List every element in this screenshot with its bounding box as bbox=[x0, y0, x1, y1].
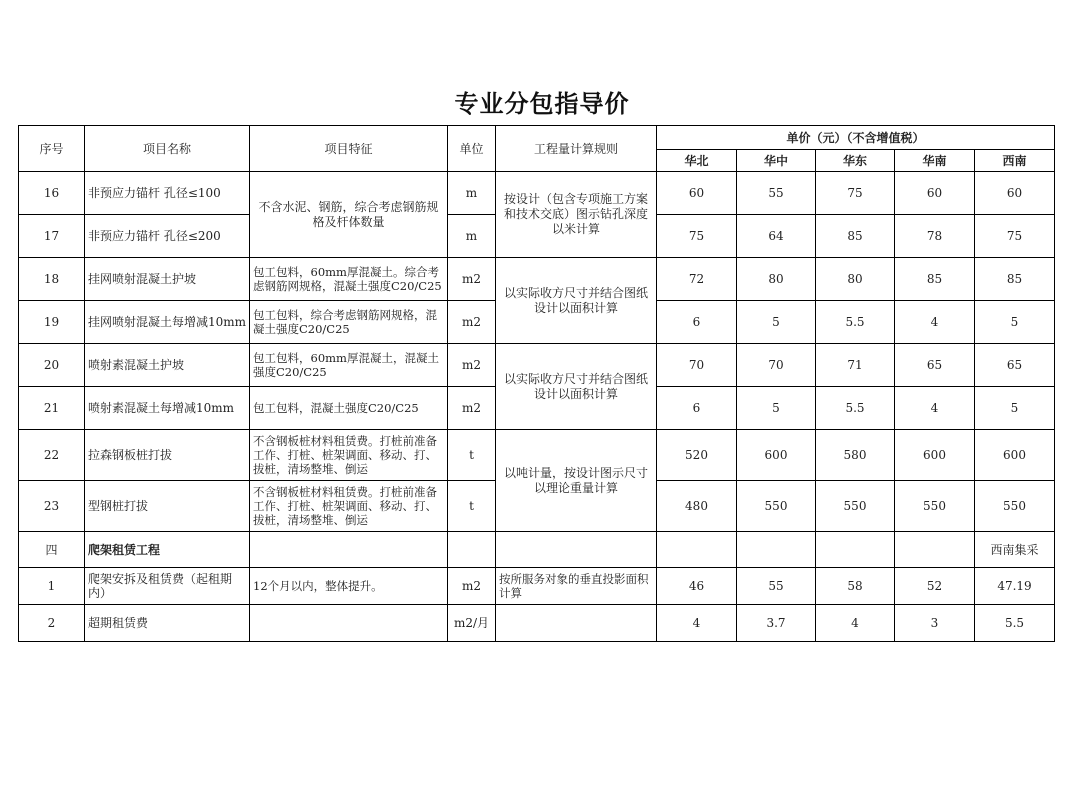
empty-cell bbox=[448, 532, 496, 568]
name-cell: 爬架安拆及租赁费（起租期内） bbox=[85, 568, 250, 605]
price-cell: 5 bbox=[737, 301, 816, 344]
price-cell: 65 bbox=[975, 344, 1055, 387]
header-region: 华北 bbox=[657, 150, 737, 172]
header-row-1 bbox=[19, 126, 1055, 150]
name-cell: 喷射素混凝土每增减10mm bbox=[85, 387, 250, 430]
price-cell: 85 bbox=[895, 258, 975, 301]
unit-cell: t bbox=[448, 481, 496, 532]
price-cell: 550 bbox=[737, 481, 816, 532]
price-cell: 78 bbox=[895, 215, 975, 258]
feature-cell: 包工包料，综合考虑钢筋网规格，混凝土强度C20/C25 bbox=[250, 301, 448, 344]
header-rule: 工程量计算规则 bbox=[496, 126, 657, 172]
feature-cell: 包工包料，60mm厚混凝土，混凝土强度C20/C25 bbox=[250, 344, 448, 387]
empty-cell bbox=[737, 532, 816, 568]
price-cell: 5 bbox=[737, 387, 816, 430]
price-cell: 4 bbox=[895, 301, 975, 344]
price-cell: 580 bbox=[816, 430, 895, 481]
price-cell: 4 bbox=[657, 605, 737, 642]
unit-cell: m2 bbox=[448, 301, 496, 344]
price-cell: 480 bbox=[657, 481, 737, 532]
rule-cell: 以实际收方尺寸并结合图纸设计以面积计算 bbox=[496, 258, 657, 344]
table-row bbox=[19, 344, 1055, 387]
feature-cell: 12个月以内，整体提升。 bbox=[250, 568, 448, 605]
price-cell: 64 bbox=[737, 215, 816, 258]
seq-cell: 1 bbox=[19, 568, 85, 605]
price-cell: 5.5 bbox=[816, 301, 895, 344]
section-seq: 四 bbox=[19, 532, 85, 568]
unit-cell: m2/月 bbox=[448, 605, 496, 642]
price-cell: 75 bbox=[657, 215, 737, 258]
table-row bbox=[19, 258, 1055, 301]
price-cell: 60 bbox=[657, 172, 737, 215]
seq-cell: 23 bbox=[19, 481, 85, 532]
header-region: 华中 bbox=[737, 150, 816, 172]
header-name: 项目名称 bbox=[85, 126, 250, 172]
price-cell: 6 bbox=[657, 387, 737, 430]
price-cell: 58 bbox=[816, 568, 895, 605]
rule-cell: 以实际收方尺寸并结合图纸设计以面积计算 bbox=[496, 344, 657, 430]
rule-cell bbox=[496, 605, 657, 642]
price-cell: 5.5 bbox=[975, 605, 1055, 642]
price-cell: 47.19 bbox=[975, 568, 1055, 605]
table-row bbox=[19, 605, 1055, 642]
name-cell: 非预应力锚杆 孔径≤100 bbox=[85, 172, 250, 215]
price-cell: 550 bbox=[816, 481, 895, 532]
name-cell: 喷射素混凝土护坡 bbox=[85, 344, 250, 387]
price-cell: 600 bbox=[737, 430, 816, 481]
table-row bbox=[19, 568, 1055, 605]
empty-cell bbox=[816, 532, 895, 568]
empty-cell bbox=[657, 532, 737, 568]
unit-cell: m bbox=[448, 172, 496, 215]
feature-cell: 包工包料，60mm厚混凝土。综合考虑钢筋网规格，混凝土强度C20/C25 bbox=[250, 258, 448, 301]
price-cell: 70 bbox=[737, 344, 816, 387]
header-price: 单价（元）（不含增值税） bbox=[657, 126, 1055, 150]
price-cell: 46 bbox=[657, 568, 737, 605]
price-cell: 55 bbox=[737, 568, 816, 605]
seq-cell: 21 bbox=[19, 387, 85, 430]
price-cell: 3.7 bbox=[737, 605, 816, 642]
empty-cell bbox=[250, 532, 448, 568]
price-cell: 5 bbox=[975, 301, 1055, 344]
feature-cell: 不含钢板桩材料租赁费。打桩前准备工作、打桩、桩架调面、移动、打、拔桩，清场整堆、倒运 bbox=[250, 430, 448, 481]
seq-cell: 17 bbox=[19, 215, 85, 258]
unit-cell: m2 bbox=[448, 344, 496, 387]
rule-cell: 按设计（包含专项施工方案和技术交底）图示钻孔深度以米计算 bbox=[496, 172, 657, 258]
price-cell: 3 bbox=[895, 605, 975, 642]
table-row bbox=[19, 430, 1055, 481]
seq-cell: 19 bbox=[19, 301, 85, 344]
feature-cell: 不含水泥、钢筋，综合考虑钢筋规格及杆体数量 bbox=[250, 172, 448, 258]
seq-cell: 2 bbox=[19, 605, 85, 642]
price-cell: 75 bbox=[816, 172, 895, 215]
header-seq: 序号 bbox=[19, 126, 85, 172]
empty-cell bbox=[496, 532, 657, 568]
price-cell: 72 bbox=[657, 258, 737, 301]
seq-cell: 20 bbox=[19, 344, 85, 387]
price-cell: 70 bbox=[657, 344, 737, 387]
unit-cell: m2 bbox=[448, 258, 496, 301]
price-cell: 85 bbox=[816, 215, 895, 258]
price-cell: 550 bbox=[895, 481, 975, 532]
header-region: 西南 bbox=[975, 150, 1055, 172]
price-cell: 55 bbox=[737, 172, 816, 215]
price-cell: 60 bbox=[975, 172, 1055, 215]
price-cell: 80 bbox=[816, 258, 895, 301]
price-cell: 80 bbox=[737, 258, 816, 301]
price-cell: 600 bbox=[895, 430, 975, 481]
section-note: 西南集采 bbox=[975, 532, 1055, 568]
price-cell: 65 bbox=[895, 344, 975, 387]
price-cell: 6 bbox=[657, 301, 737, 344]
name-cell: 型钢桩打拔 bbox=[85, 481, 250, 532]
price-cell: 4 bbox=[895, 387, 975, 430]
table-row bbox=[19, 172, 1055, 215]
header-feature: 项目特征 bbox=[250, 126, 448, 172]
unit-cell: m2 bbox=[448, 568, 496, 605]
empty-cell bbox=[895, 532, 975, 568]
price-cell: 75 bbox=[975, 215, 1055, 258]
seq-cell: 22 bbox=[19, 430, 85, 481]
name-cell: 拉森钢板桩打拔 bbox=[85, 430, 250, 481]
name-cell: 超期租赁费 bbox=[85, 605, 250, 642]
price-cell: 5.5 bbox=[816, 387, 895, 430]
price-cell: 520 bbox=[657, 430, 737, 481]
price-cell: 52 bbox=[895, 568, 975, 605]
feature-cell bbox=[250, 605, 448, 642]
name-cell: 非预应力锚杆 孔径≤200 bbox=[85, 215, 250, 258]
header-region: 华东 bbox=[816, 150, 895, 172]
name-cell: 挂网喷射混凝土每增减10mm bbox=[85, 301, 250, 344]
unit-cell: m2 bbox=[448, 387, 496, 430]
price-cell: 550 bbox=[975, 481, 1055, 532]
feature-cell: 包工包料，混凝土强度C20/C25 bbox=[250, 387, 448, 430]
header-unit: 单位 bbox=[448, 126, 496, 172]
rule-cell: 以吨计量，按设计图示尺寸以理论重量计算 bbox=[496, 430, 657, 532]
price-cell: 60 bbox=[895, 172, 975, 215]
rule-cell: 按所服务对象的垂直投影面积计算 bbox=[496, 568, 657, 605]
unit-cell: t bbox=[448, 430, 496, 481]
price-cell: 5 bbox=[975, 387, 1055, 430]
section-row bbox=[19, 532, 1055, 568]
seq-cell: 16 bbox=[19, 172, 85, 215]
price-cell: 600 bbox=[975, 430, 1055, 481]
price-table bbox=[18, 125, 1055, 642]
price-cell: 71 bbox=[816, 344, 895, 387]
feature-cell: 不含钢板桩材料租赁费。打桩前准备工作、打桩、桩架调面、移动、打、拔桩，清场整堆、倒运 bbox=[250, 481, 448, 532]
seq-cell: 18 bbox=[19, 258, 85, 301]
section-name: 爬架租赁工程 bbox=[85, 532, 250, 568]
header-region: 华南 bbox=[895, 150, 975, 172]
price-cell: 85 bbox=[975, 258, 1055, 301]
name-cell: 挂网喷射混凝土护坡 bbox=[85, 258, 250, 301]
price-cell: 4 bbox=[816, 605, 895, 642]
page-title: 专业分包指导价 bbox=[454, 90, 630, 118]
unit-cell: m bbox=[448, 215, 496, 258]
